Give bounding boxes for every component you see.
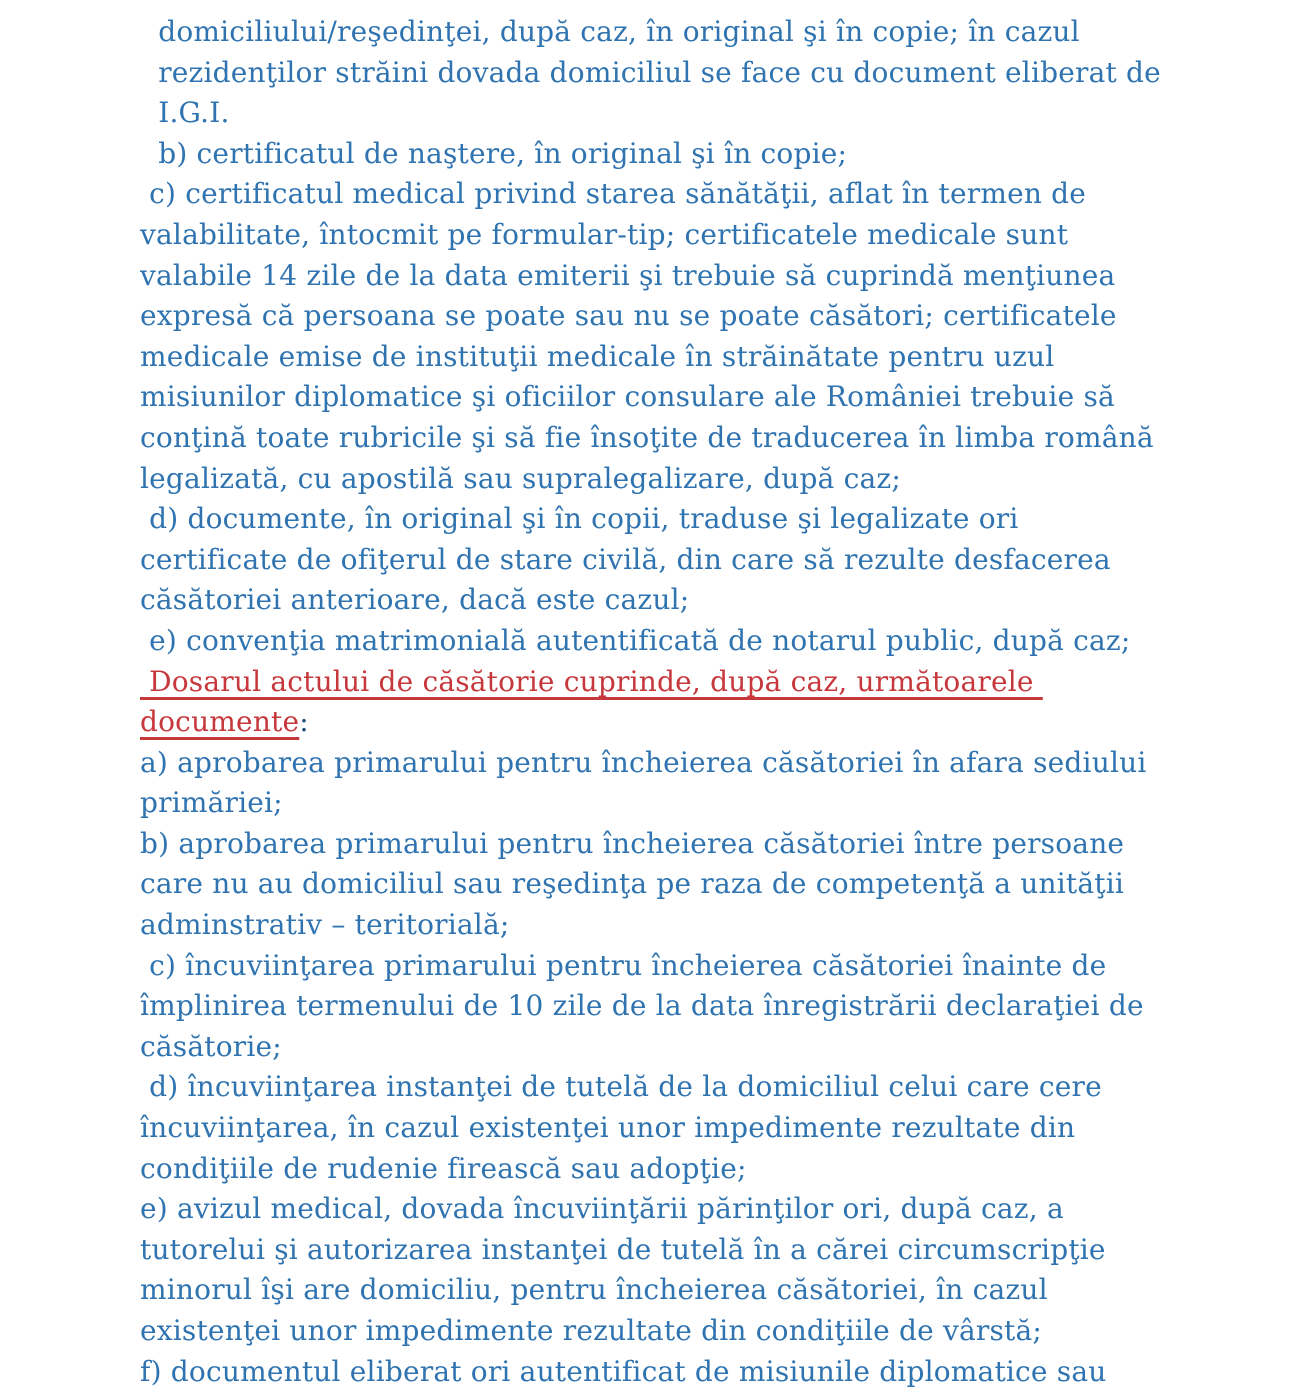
text-line <box>140 337 1290 378</box>
body-text: valabilitate, întocmit pe formular-tip; certificatele medicale sunt <box>140 217 1069 251</box>
text-line <box>140 540 1290 581</box>
body-text: d) documente, în original şi în copii, traduse şi legalizate ori <box>140 502 1019 536</box>
body-text: încuviinţarea, în cazul existenţei unor impedimente rezultate din <box>140 1111 1076 1145</box>
body-text: b) aprobarea primarului pentru încheierea căsătoriei între persoane <box>140 826 1125 860</box>
text-line <box>140 1311 1290 1352</box>
body-text: căsătorie; <box>140 1029 282 1063</box>
body-text: adminstrativ – teritorială; <box>140 908 510 942</box>
text-line <box>140 1352 1290 1393</box>
heading-colon: : <box>299 705 309 739</box>
body-text: medicale emise de instituţii medicale în străinătate pentru uzul <box>140 339 1055 373</box>
body-text: a) aprobarea primarului pentru încheierea căsătoriei în afara sediului <box>140 745 1147 779</box>
body-text: domiciliului/reşedinţei, după caz, în original şi în copie; în cazul <box>140 15 1080 48</box>
body-text: căsătoriei anterioare, dacă este cazul; <box>140 583 690 617</box>
text-line <box>140 418 1290 459</box>
text-line <box>140 824 1290 865</box>
document-lines <box>140 12 1290 1392</box>
body-text: f) documentul eliberat ori autentificat de misiunile diplomatice sau <box>140 1354 1107 1388</box>
text-line <box>140 580 1290 621</box>
text-line <box>140 621 1290 662</box>
text-line <box>140 499 1290 540</box>
text-line <box>140 1270 1290 1311</box>
body-text: b) certificatul de naştere, în original şi în copie; <box>140 136 848 170</box>
body-text: condiţiile de rudenie firească sau adopţie; <box>140 1151 747 1185</box>
text-line <box>140 662 1290 703</box>
text-line <box>140 1230 1290 1271</box>
body-text: c) încuviinţarea primarului pentru încheierea căsătoriei înainte de <box>140 948 1107 982</box>
text-line <box>140 702 1290 743</box>
body-text: care nu au domiciliul sau reşedinţa pe raza de competenţă a unităţii <box>140 867 1125 901</box>
body-text: e) convenţia matrimonială autentificată de notarul public, după caz; <box>140 623 1131 657</box>
text-line <box>140 93 1290 134</box>
text-line <box>140 783 1290 824</box>
text-line <box>140 1108 1290 1149</box>
text-line <box>140 1027 1290 1068</box>
body-text: legalizată, cu apostilă sau supralegalizare, după caz; <box>140 461 901 495</box>
body-text: expresă că persoana se poate sau nu se poate căsători; certificatele <box>140 299 1117 333</box>
text-line <box>140 134 1290 175</box>
body-text: primăriei; <box>140 786 283 820</box>
text-line <box>140 986 1290 1027</box>
body-text: c) certificatul medical privind starea sănătăţii, aflat în termen de <box>140 177 1087 211</box>
body-text: misiunilor diplomatice şi oficiilor consulare ale României trebuie să <box>140 380 1115 414</box>
heading-text: documente <box>140 705 300 739</box>
text-line <box>140 53 1290 94</box>
body-text: împlinirea termenului de 10 zile de la data înregistrării declaraţiei de <box>140 989 1144 1023</box>
body-text: tutorelui şi autorizarea instanţei de tutelă în a cărei circumscripţie <box>140 1232 1106 1266</box>
body-text: d) încuviinţarea instanţei de tutelă de la domiciliul celui care cere <box>140 1070 1102 1104</box>
text-line <box>140 215 1290 256</box>
text-line <box>140 296 1290 337</box>
text-line <box>140 459 1290 500</box>
text-line <box>140 946 1290 987</box>
text-line <box>140 1149 1290 1190</box>
body-text: conţină toate rubricile şi să fie însoţite de traducerea în limba română <box>140 420 1154 454</box>
text-line <box>140 377 1290 418</box>
body-text: valabile 14 zile de la data emiterii şi trebuie să cuprindă menţiunea <box>140 258 1116 292</box>
body-text: existenţei unor impedimente rezultate din condiţiile de vârstă; <box>140 1314 1043 1347</box>
text-line <box>140 864 1290 905</box>
text-line <box>140 905 1290 946</box>
text-line <box>140 1067 1290 1108</box>
text-line <box>140 12 1290 53</box>
body-text: certificate de ofiţerul de stare civilă, din care să rezulte desfacerea <box>140 542 1111 576</box>
body-text: minorul îşi are domiciliu, pentru încheierea căsătoriei, în cazul <box>140 1273 1048 1307</box>
text-line <box>140 1189 1290 1230</box>
text-line <box>140 256 1290 297</box>
body-text: e) avizul medical, dovada încuviinţării părinţilor ori, după caz, a <box>140 1192 1064 1226</box>
text-line <box>140 174 1290 215</box>
body-text: rezidenţilor străini dovada domiciliul se face cu document eliberat de <box>140 55 1161 89</box>
text-line <box>140 743 1290 784</box>
body-text: I.G.I. <box>140 96 230 130</box>
heading-text: Dosarul actului de căsătorie cuprinde, după caz, următoarele <box>140 664 1043 698</box>
